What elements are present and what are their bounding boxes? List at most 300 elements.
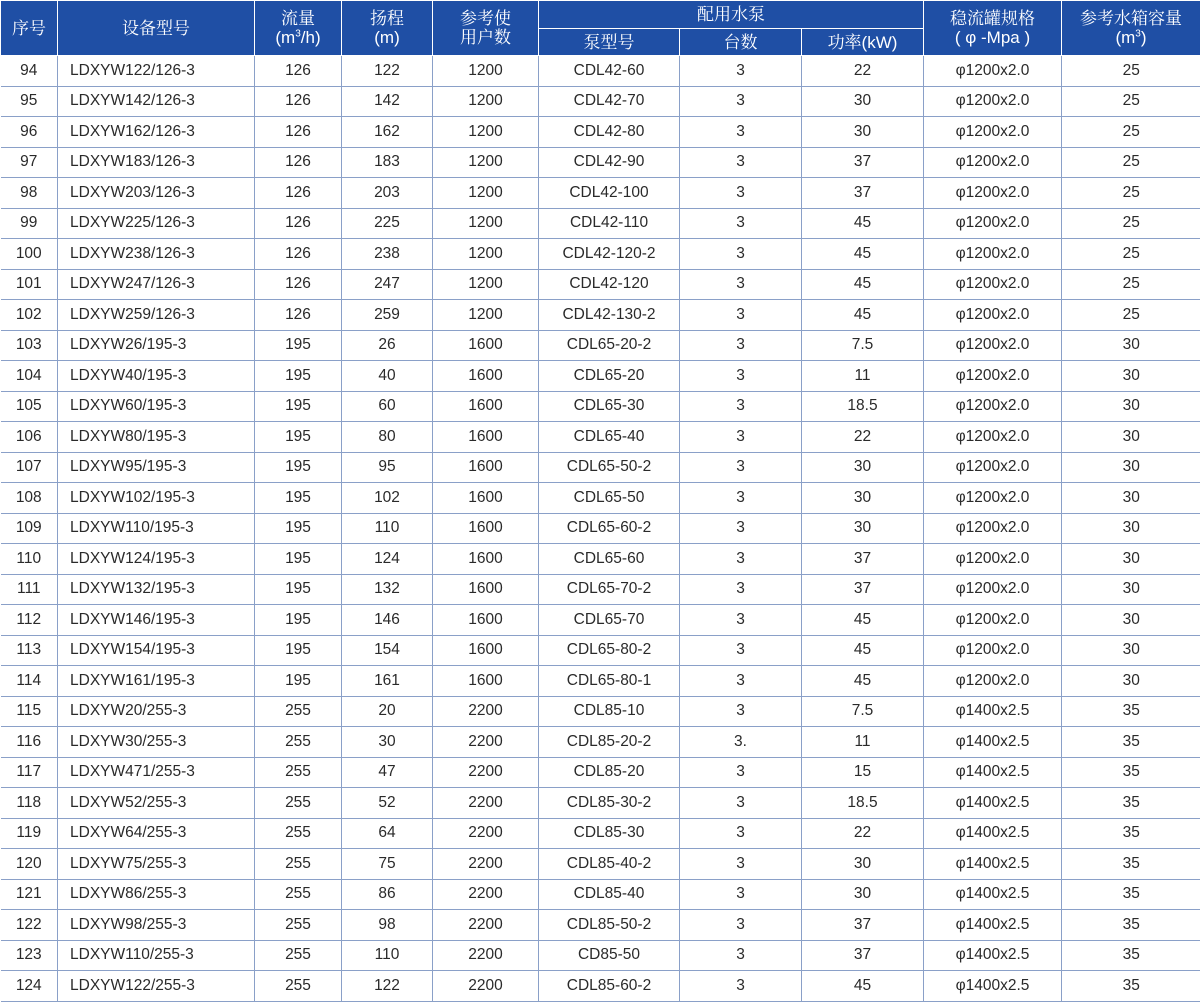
pump-power-cell: 45 [802,666,924,697]
model-cell: LDXYW132/195-3 [58,574,255,605]
pump-power-cell: 7.5 [802,330,924,361]
head-cell: 132 [342,574,433,605]
water-tank-cell: 35 [1062,940,1200,971]
pump-count-cell: 3 [680,940,802,971]
users-cell: 1200 [433,239,539,270]
head-cell: 110 [342,513,433,544]
users-cell: 2200 [433,788,539,819]
pump-model-cell: CDL85-30 [539,818,680,849]
table-row [1,86,1200,117]
seq-cell: 119 [1,818,58,849]
model-cell: LDXYW154/195-3 [58,635,255,666]
pump-model-cell: CDL42-120 [539,269,680,300]
users-cell: 1600 [433,422,539,453]
seq-cell: 114 [1,666,58,697]
pump-power-cell: 30 [802,849,924,880]
model-cell: LDXYW52/255-3 [58,788,255,819]
seq-cell: 103 [1,330,58,361]
model-cell: LDXYW75/255-3 [58,849,255,880]
tank-spec-cell: φ1400x2.5 [924,757,1062,788]
pump-count-cell: 3 [680,971,802,1002]
tank-spec-cell: φ1200x2.0 [924,300,1062,331]
table-row [1,56,1200,87]
pump-model-cell: CDL85-40-2 [539,849,680,880]
model-cell: LDXYW183/126-3 [58,147,255,178]
water-tank-cell: 30 [1062,483,1200,514]
model-cell: LDXYW146/195-3 [58,605,255,636]
water-tank-cell: 35 [1062,727,1200,758]
users-cell: 1200 [433,147,539,178]
model-cell: LDXYW259/126-3 [58,300,255,331]
seq-cell: 123 [1,940,58,971]
model-cell: LDXYW162/126-3 [58,117,255,148]
pump-count-cell: 3 [680,513,802,544]
flow-cell: 126 [255,147,342,178]
header-tank: 稳流罐规格 ( φ -Mpa ) [924,1,1062,56]
pump-model-cell: CDL42-60 [539,56,680,87]
users-cell: 2200 [433,727,539,758]
model-cell: LDXYW238/126-3 [58,239,255,270]
table-row [1,544,1200,575]
pump-power-cell: 45 [802,208,924,239]
users-cell: 1600 [433,452,539,483]
water-tank-cell: 35 [1062,818,1200,849]
head-cell: 154 [342,635,433,666]
users-cell: 1600 [433,483,539,514]
pump-count-cell: 3 [680,666,802,697]
pump-model-cell: CDL42-100 [539,178,680,209]
seq-cell: 115 [1,696,58,727]
head-cell: 47 [342,757,433,788]
tank-spec-cell: φ1200x2.0 [924,208,1062,239]
flow-cell: 255 [255,971,342,1002]
head-cell: 110 [342,940,433,971]
seq-cell: 116 [1,727,58,758]
users-cell: 1600 [433,666,539,697]
head-cell: 203 [342,178,433,209]
seq-cell: 111 [1,574,58,605]
model-cell: LDXYW142/126-3 [58,86,255,117]
header-users: 参考使 用户数 [433,1,539,56]
pump-power-cell: 30 [802,483,924,514]
tank-spec-cell: φ1200x2.0 [924,635,1062,666]
head-cell: 146 [342,605,433,636]
pump-power-cell: 45 [802,239,924,270]
pump-model-cell: CDL42-70 [539,86,680,117]
table-row [1,330,1200,361]
model-cell: LDXYW102/195-3 [58,483,255,514]
pump-model-cell: CDL42-120-2 [539,239,680,270]
tank-spec-cell: φ1400x2.5 [924,696,1062,727]
seq-cell: 117 [1,757,58,788]
flow-cell: 195 [255,330,342,361]
pump-power-cell: 22 [802,422,924,453]
flow-cell: 255 [255,788,342,819]
head-cell: 238 [342,239,433,270]
model-cell: LDXYW122/255-3 [58,971,255,1002]
table-row [1,635,1200,666]
pump-power-cell: 37 [802,940,924,971]
pump-model-cell: CDL65-70-2 [539,574,680,605]
table-header [1,1,1200,56]
flow-cell: 255 [255,727,342,758]
tank-spec-cell: φ1200x2.0 [924,544,1062,575]
seq-cell: 97 [1,147,58,178]
tank-spec-cell: φ1400x2.5 [924,940,1062,971]
table-row [1,818,1200,849]
table-row [1,422,1200,453]
seq-cell: 102 [1,300,58,331]
tank-spec-cell: φ1200x2.0 [924,391,1062,422]
header-flow: 流量 $(m^3/h)$ [255,1,342,56]
seq-cell: 108 [1,483,58,514]
tank-spec-cell: φ1200x2.0 [924,56,1062,87]
pump-model-cell: CDL85-10 [539,696,680,727]
table-row [1,117,1200,148]
pump-power-cell: 18.5 [802,391,924,422]
pump-power-cell: 37 [802,178,924,209]
table-row [1,300,1200,331]
flow-cell: 126 [255,269,342,300]
pump-count-cell: 3 [680,635,802,666]
head-cell: 124 [342,544,433,575]
pump-power-cell: 30 [802,452,924,483]
model-cell: LDXYW225/126-3 [58,208,255,239]
pump-power-cell: 18.5 [802,788,924,819]
head-cell: 225 [342,208,433,239]
pump-count-cell: 3 [680,117,802,148]
pump-model-cell: CD85-50 [539,940,680,971]
table-row [1,696,1200,727]
model-cell: LDXYW86/255-3 [58,879,255,910]
pump-count-cell: 3 [680,879,802,910]
pump-model-cell: CDL65-70 [539,605,680,636]
seq-cell: 100 [1,239,58,270]
head-cell: 52 [342,788,433,819]
model-cell: LDXYW95/195-3 [58,452,255,483]
seq-cell: 124 [1,971,58,1002]
table-row [1,727,1200,758]
water-tank-cell: 35 [1062,757,1200,788]
head-cell: 122 [342,56,433,87]
tank-spec-cell: φ1200x2.0 [924,178,1062,209]
pump-count-cell: 3 [680,361,802,392]
pump-count-cell: 3 [680,330,802,361]
water-tank-cell: 35 [1062,879,1200,910]
header-pump-count: 台数 [680,29,802,56]
tank-spec-cell: φ1400x2.5 [924,910,1062,941]
flow-cell: 195 [255,544,342,575]
tank-spec-cell: φ1400x2.5 [924,879,1062,910]
header-head: 扬程 (m) [342,1,433,56]
head-cell: 142 [342,86,433,117]
table-row [1,513,1200,544]
water-tank-cell: 30 [1062,330,1200,361]
flow-cell: 255 [255,879,342,910]
pump-count-cell: 3 [680,391,802,422]
table-row [1,147,1200,178]
head-cell: 98 [342,910,433,941]
water-tank-cell: 25 [1062,269,1200,300]
head-cell: 259 [342,300,433,331]
pump-count-cell: 3 [680,269,802,300]
users-cell: 2200 [433,849,539,880]
model-cell: LDXYW30/255-3 [58,727,255,758]
table-row [1,666,1200,697]
pump-count-cell: 3 [680,818,802,849]
pump-model-cell: CDL85-20-2 [539,727,680,758]
seq-cell: 105 [1,391,58,422]
seq-cell: 99 [1,208,58,239]
tank-spec-cell: φ1200x2.0 [924,574,1062,605]
tank-spec-cell: φ1400x2.5 [924,727,1062,758]
water-tank-cell: 35 [1062,849,1200,880]
flow-cell: 195 [255,452,342,483]
seq-cell: 122 [1,910,58,941]
pump-count-cell: 3 [680,86,802,117]
flow-cell: 195 [255,391,342,422]
pump-power-cell: 37 [802,544,924,575]
tank-spec-cell: φ1400x2.5 [924,788,1062,819]
pump-model-cell: CDL42-90 [539,147,680,178]
table-row [1,269,1200,300]
flow-cell: 195 [255,574,342,605]
users-cell: 2200 [433,940,539,971]
model-cell: LDXYW60/195-3 [58,391,255,422]
pump-count-cell: 3 [680,452,802,483]
tank-spec-cell: φ1200x2.0 [924,422,1062,453]
pump-count-cell: 3 [680,544,802,575]
pump-power-cell: 37 [802,574,924,605]
tank-spec-cell: φ1200x2.0 [924,605,1062,636]
users-cell: 1600 [433,605,539,636]
users-cell: 2200 [433,818,539,849]
pump-model-cell: CDL85-60-2 [539,971,680,1002]
users-cell: 2200 [433,879,539,910]
flow-cell: 255 [255,849,342,880]
seq-cell: 120 [1,849,58,880]
seq-cell: 94 [1,56,58,87]
flow-cell: 126 [255,178,342,209]
tank-spec-cell: φ1200x2.0 [924,147,1062,178]
water-tank-cell: 30 [1062,635,1200,666]
seq-cell: 98 [1,178,58,209]
table-row [1,605,1200,636]
pump-power-cell: 11 [802,727,924,758]
pump-power-cell: 7.5 [802,696,924,727]
users-cell: 1600 [433,330,539,361]
water-tank-cell: 25 [1062,86,1200,117]
head-cell: 183 [342,147,433,178]
users-cell: 1600 [433,361,539,392]
flow-cell: 255 [255,940,342,971]
head-cell: 60 [342,391,433,422]
model-cell: LDXYW26/195-3 [58,330,255,361]
pump-count-cell: 3 [680,483,802,514]
pump-power-cell: 30 [802,513,924,544]
pump-count-cell: 3 [680,605,802,636]
pump-power-cell: 15 [802,757,924,788]
water-tank-cell: 35 [1062,910,1200,941]
header-pump-power: 功率(kW) [802,29,924,56]
pump-model-cell: CDL42-80 [539,117,680,148]
pump-count-cell: 3 [680,300,802,331]
water-tank-cell: 30 [1062,544,1200,575]
pump-model-cell: CDL65-40 [539,422,680,453]
water-tank-cell: 30 [1062,452,1200,483]
users-cell: 1600 [433,574,539,605]
table-row [1,940,1200,971]
model-cell: LDXYW471/255-3 [58,757,255,788]
water-tank-cell: 35 [1062,788,1200,819]
pump-count-cell: 3 [680,56,802,87]
model-cell: LDXYW80/195-3 [58,422,255,453]
header-water-tank: 参考水箱容量 $(m^3)$ [1062,1,1200,56]
water-tank-cell: 25 [1062,147,1200,178]
pump-power-cell: 30 [802,117,924,148]
flow-cell: 195 [255,422,342,453]
header-pump-model: 泵型号 [539,29,680,56]
tank-spec-cell: φ1200x2.0 [924,666,1062,697]
users-cell: 1200 [433,269,539,300]
seq-cell: 121 [1,879,58,910]
pump-model-cell: CDL85-40 [539,879,680,910]
header-seq: 序号 [1,1,58,56]
head-cell: 75 [342,849,433,880]
seq-cell: 106 [1,422,58,453]
model-cell: LDXYW203/126-3 [58,178,255,209]
pump-power-cell: 22 [802,818,924,849]
table-row [1,483,1200,514]
users-cell: 1200 [433,86,539,117]
seq-cell: 107 [1,452,58,483]
head-cell: 86 [342,879,433,910]
water-tank-cell: 35 [1062,971,1200,1002]
tank-spec-cell: φ1400x2.5 [924,849,1062,880]
pump-power-cell: 30 [802,879,924,910]
water-tank-cell: 25 [1062,239,1200,270]
pump-model-cell: CDL65-20-2 [539,330,680,361]
model-cell: LDXYW122/126-3 [58,56,255,87]
head-cell: 102 [342,483,433,514]
seq-cell: 101 [1,269,58,300]
table-row [1,361,1200,392]
flow-cell: 126 [255,56,342,87]
water-tank-cell: 35 [1062,696,1200,727]
seq-cell: 112 [1,605,58,636]
users-cell: 1200 [433,178,539,209]
model-cell: LDXYW110/195-3 [58,513,255,544]
pump-model-cell: CDL42-130-2 [539,300,680,331]
head-cell: 162 [342,117,433,148]
seq-cell: 95 [1,86,58,117]
water-tank-cell: 30 [1062,574,1200,605]
table-row [1,788,1200,819]
tank-spec-cell: φ1200x2.0 [924,483,1062,514]
users-cell: 1200 [433,117,539,148]
seq-cell: 110 [1,544,58,575]
pump-count-cell: 3 [680,178,802,209]
tank-spec-cell: φ1200x2.0 [924,269,1062,300]
head-cell: 20 [342,696,433,727]
pump-count-cell: 3 [680,147,802,178]
pump-count-cell: 3. [680,727,802,758]
tank-spec-cell: φ1400x2.5 [924,971,1062,1002]
water-tank-cell: 30 [1062,513,1200,544]
flow-cell: 195 [255,605,342,636]
header-pump-group: 配用水泵 [539,1,924,29]
pump-model-cell: CDL65-30 [539,391,680,422]
water-tank-cell: 25 [1062,178,1200,209]
head-cell: 26 [342,330,433,361]
water-tank-cell: 25 [1062,208,1200,239]
table-row [1,971,1200,1002]
water-tank-cell: 30 [1062,361,1200,392]
model-cell: LDXYW124/195-3 [58,544,255,575]
flow-cell: 195 [255,361,342,392]
pump-model-cell: CDL65-60 [539,544,680,575]
users-cell: 1200 [433,56,539,87]
users-cell: 2200 [433,971,539,1002]
flow-cell: 126 [255,117,342,148]
pump-count-cell: 3 [680,239,802,270]
head-cell: 161 [342,666,433,697]
pump-count-cell: 3 [680,757,802,788]
head-cell: 64 [342,818,433,849]
flow-cell: 255 [255,696,342,727]
model-cell: LDXYW247/126-3 [58,269,255,300]
model-cell: LDXYW64/255-3 [58,818,255,849]
pump-model-cell: CDL65-80-2 [539,635,680,666]
pump-model-cell: CDL85-30-2 [539,788,680,819]
model-cell: LDXYW40/195-3 [58,361,255,392]
water-tank-cell: 30 [1062,391,1200,422]
table-row [1,391,1200,422]
head-cell: 95 [342,452,433,483]
users-cell: 1200 [433,208,539,239]
water-tank-cell: 30 [1062,605,1200,636]
users-cell: 2200 [433,757,539,788]
water-tank-cell: 25 [1062,56,1200,87]
pump-power-cell: 45 [802,971,924,1002]
pump-power-cell: 45 [802,269,924,300]
tank-spec-cell: φ1200x2.0 [924,361,1062,392]
users-cell: 1600 [433,513,539,544]
pump-model-cell: CDL65-60-2 [539,513,680,544]
pump-power-cell: 11 [802,361,924,392]
head-cell: 122 [342,971,433,1002]
users-cell: 1200 [433,300,539,331]
tank-spec-cell: φ1200x2.0 [924,452,1062,483]
pump-model-cell: CDL65-50 [539,483,680,514]
flow-cell: 195 [255,635,342,666]
table-row [1,757,1200,788]
table-row [1,879,1200,910]
tank-spec-cell: φ1200x2.0 [924,86,1062,117]
model-cell: LDXYW20/255-3 [58,696,255,727]
seq-cell: 104 [1,361,58,392]
pump-power-cell: 45 [802,605,924,636]
pump-count-cell: 3 [680,849,802,880]
pump-count-cell: 3 [680,788,802,819]
water-tank-cell: 25 [1062,117,1200,148]
water-tank-cell: 30 [1062,422,1200,453]
users-cell: 1600 [433,544,539,575]
pump-count-cell: 3 [680,208,802,239]
head-cell: 30 [342,727,433,758]
pump-power-cell: 45 [802,635,924,666]
pump-power-cell: 45 [802,300,924,331]
